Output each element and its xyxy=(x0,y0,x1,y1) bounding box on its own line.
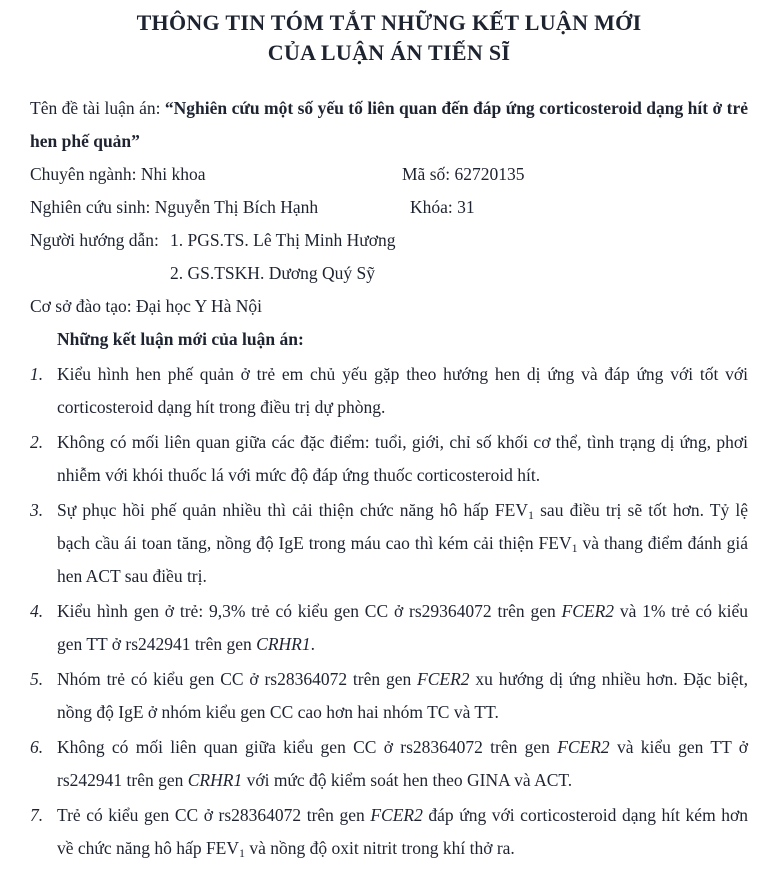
field-row-supervisor-1 xyxy=(30,224,748,257)
institution-field xyxy=(30,290,262,323)
conclusion-text: Sự phục hồi phế quản nhiều thì cải thiện chức năng hô hấp $FEV_1$ sau điều trị sẽ tốt hơn. Tỷ lệ bạch cầu ái toan tăng, nồng độ IgE trong máu cao thì kém cải thiện $FEV_1$ và thang điểm đánh giá hen ACT sau điều trị. xyxy=(57,500,748,586)
conclusion-number: 1. xyxy=(30,364,44,384)
field-row-student-cohort xyxy=(30,191,748,224)
cohort-label: Khóa: xyxy=(410,197,458,217)
conclusion-text: Không có mối liên quan giữa kiểu gen CC ở rs28364072 trên gen FCER2 và kiểu gen TT ở rs242941 trên gen CRHR1 với mức độ kiểm soát hen theo GINA và ACT. xyxy=(57,737,748,790)
conclusion-item xyxy=(30,731,748,797)
institution-label: Cơ sở đào tạo: xyxy=(30,296,136,316)
title-line-1: THÔNG TIN TÓM TẮT NHỮNG KẾT LUẬN MỚI xyxy=(136,10,642,35)
major-field xyxy=(30,158,402,191)
conclusion-number: 7. xyxy=(30,805,44,825)
conclusion-number: 6. xyxy=(30,737,44,757)
conclusion-text: Trẻ có kiểu gen CC ở rs28364072 trên gen FCER2 đáp ứng với corticosteroid dạng hít kém hơn về chức năng hô hấp $FEV_1$ và nồng độ oxit nitrit trong khí thở ra. xyxy=(57,805,749,860)
supervisor-2: 2. GS.TSKH. Dương Quý Sỹ xyxy=(170,263,375,283)
major-value: Nhi khoa xyxy=(140,164,206,184)
code-value: 62720135 xyxy=(454,164,525,184)
code-label: Mã số: xyxy=(402,164,455,184)
thesis-topic xyxy=(30,92,748,158)
field-row-institution xyxy=(30,290,748,323)
conclusion-item xyxy=(30,663,748,729)
cohort-field xyxy=(410,191,475,224)
conclusion-text: Kiểu hình hen phế quản ở trẻ em chủ yếu gặp theo hướng hen dị ứng và đáp ứng với tốt với corticosteroid dạng hít trong điều trị dự phòng. xyxy=(57,364,748,417)
document-body xyxy=(30,92,748,865)
conclusions-heading: Những kết luận mới của luận án: xyxy=(57,329,304,349)
student-field xyxy=(30,191,410,224)
conclusion-item xyxy=(30,799,748,865)
conclusion-text: Kiểu hình gen ở trẻ: 9,3% trẻ có kiểu gen CC ở rs29364072 trên gen FCER2 và 1% trẻ có kiểu gen TT ở rs242941 trên gen CRHR1. xyxy=(57,601,748,654)
student-label: Nghiên cứu sinh: xyxy=(30,197,155,217)
conclusion-number: 5. xyxy=(30,669,44,689)
field-row-supervisor-2 xyxy=(30,257,748,290)
topic-label: Tên đề tài luận án: xyxy=(30,98,165,118)
supervisor-label-spacer xyxy=(30,257,170,290)
conclusion-text: Không có mối liên quan giữa các đặc điểm: tuổi, giới, chỉ số khối cơ thể, tình trạng dị ứng, phơi nhiễm với khói thuốc lá với mức độ đáp ứng thuốc corticosteroid hít. xyxy=(57,432,748,485)
student-value: Nguyễn Thị Bích Hạnh xyxy=(154,197,319,217)
code-field xyxy=(402,158,525,191)
title-line-2: CỦA LUẬN ÁN TIẾN SĨ xyxy=(267,40,511,65)
supervisor-label: Người hướng dẫn: xyxy=(30,230,159,250)
institution-value: Đại học Y Hà Nội xyxy=(136,296,263,316)
conclusion-number: 4. xyxy=(30,601,44,621)
document-title xyxy=(30,8,748,68)
conclusion-number: 3. xyxy=(30,500,44,520)
conclusion-text: Nhóm trẻ có kiểu gen CC ở rs28364072 trên gen FCER2 xu hướng dị ứng nhiều hơn. Đặc biệt, nồng độ IgE ở nhóm kiểu gen CC cao hơn hai nhóm TC và TT. xyxy=(57,669,748,722)
supervisor-1: 1. PGS.TS. Lê Thị Minh Hương xyxy=(170,230,396,250)
conclusions-list xyxy=(30,358,748,865)
topic-value: “Nghiên cứu một số yếu tố liên quan đến đáp ứng corticosteroid dạng hít ở trẻ hen phế quản” xyxy=(30,98,748,151)
field-row-major-code xyxy=(30,158,748,191)
cohort-value: 31 xyxy=(457,197,475,217)
conclusion-item xyxy=(30,595,748,661)
conclusion-item xyxy=(30,426,748,492)
conclusion-item xyxy=(30,494,748,593)
conclusion-item xyxy=(30,358,748,424)
conclusion-number: 2. xyxy=(30,432,44,452)
major-label: Chuyên ngành: xyxy=(30,164,141,184)
